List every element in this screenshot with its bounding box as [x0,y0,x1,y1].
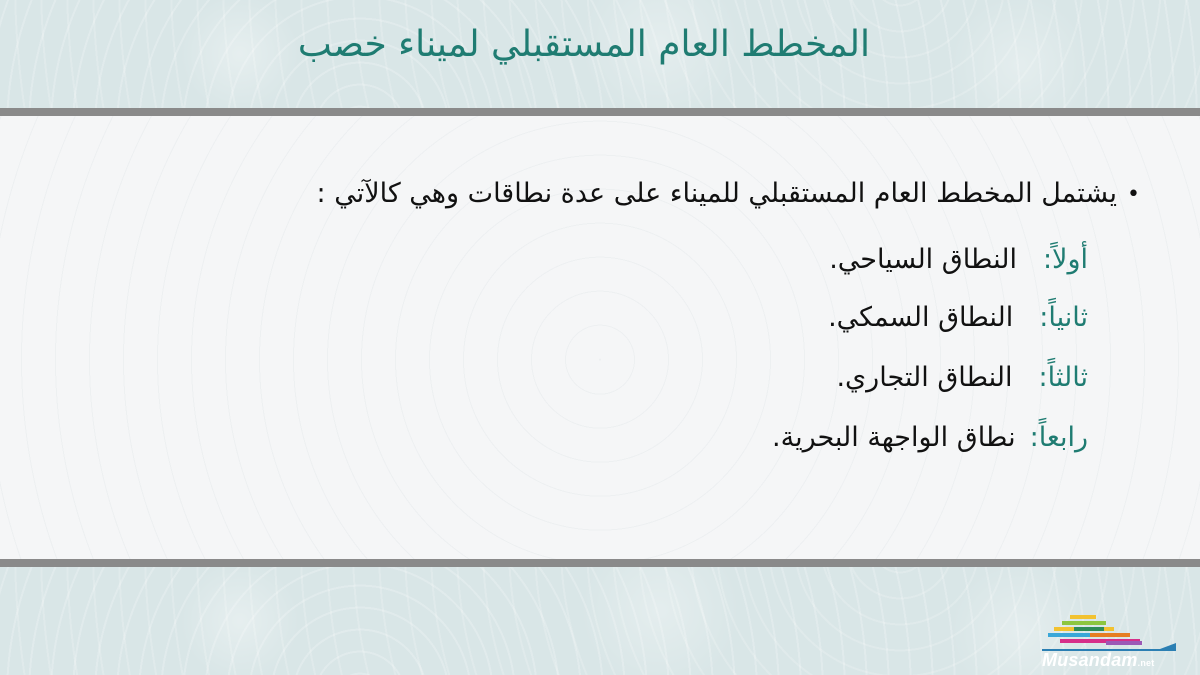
intro-bullet [180,178,1140,209]
list-item [829,244,1088,275]
watermark-brand: Musandam [1042,650,1138,670]
item-ordinal: أولاً: [1042,244,1088,275]
item-value: النطاق التجاري. [836,362,1013,393]
footer-band [0,567,1200,675]
slide-title: المخطط العام المستقبلي لميناء خصب [297,24,870,65]
list-item [772,422,1088,453]
item-value: النطاق السياحي. [829,244,1017,275]
item-value: نطاق الواجهة البحرية. [772,422,1016,453]
item-ordinal: ثالثاً: [1038,362,1088,393]
watermark [1042,650,1154,671]
list-item [836,362,1088,393]
item-ordinal: ثانياً: [1039,302,1088,333]
item-value: النطاق السمكي. [828,302,1014,333]
list-item [828,302,1088,333]
footer-divider [0,559,1200,567]
header-divider [0,108,1200,116]
item-ordinal: رابعاً: [1029,422,1088,453]
watermark-suffix: .net [1137,658,1155,668]
bullet-icon: • [1127,182,1140,207]
intro-text: يشتمل المخطط العام المستقبلي للميناء على عدة نطاقات وهي كالآتي : [316,178,1118,209]
